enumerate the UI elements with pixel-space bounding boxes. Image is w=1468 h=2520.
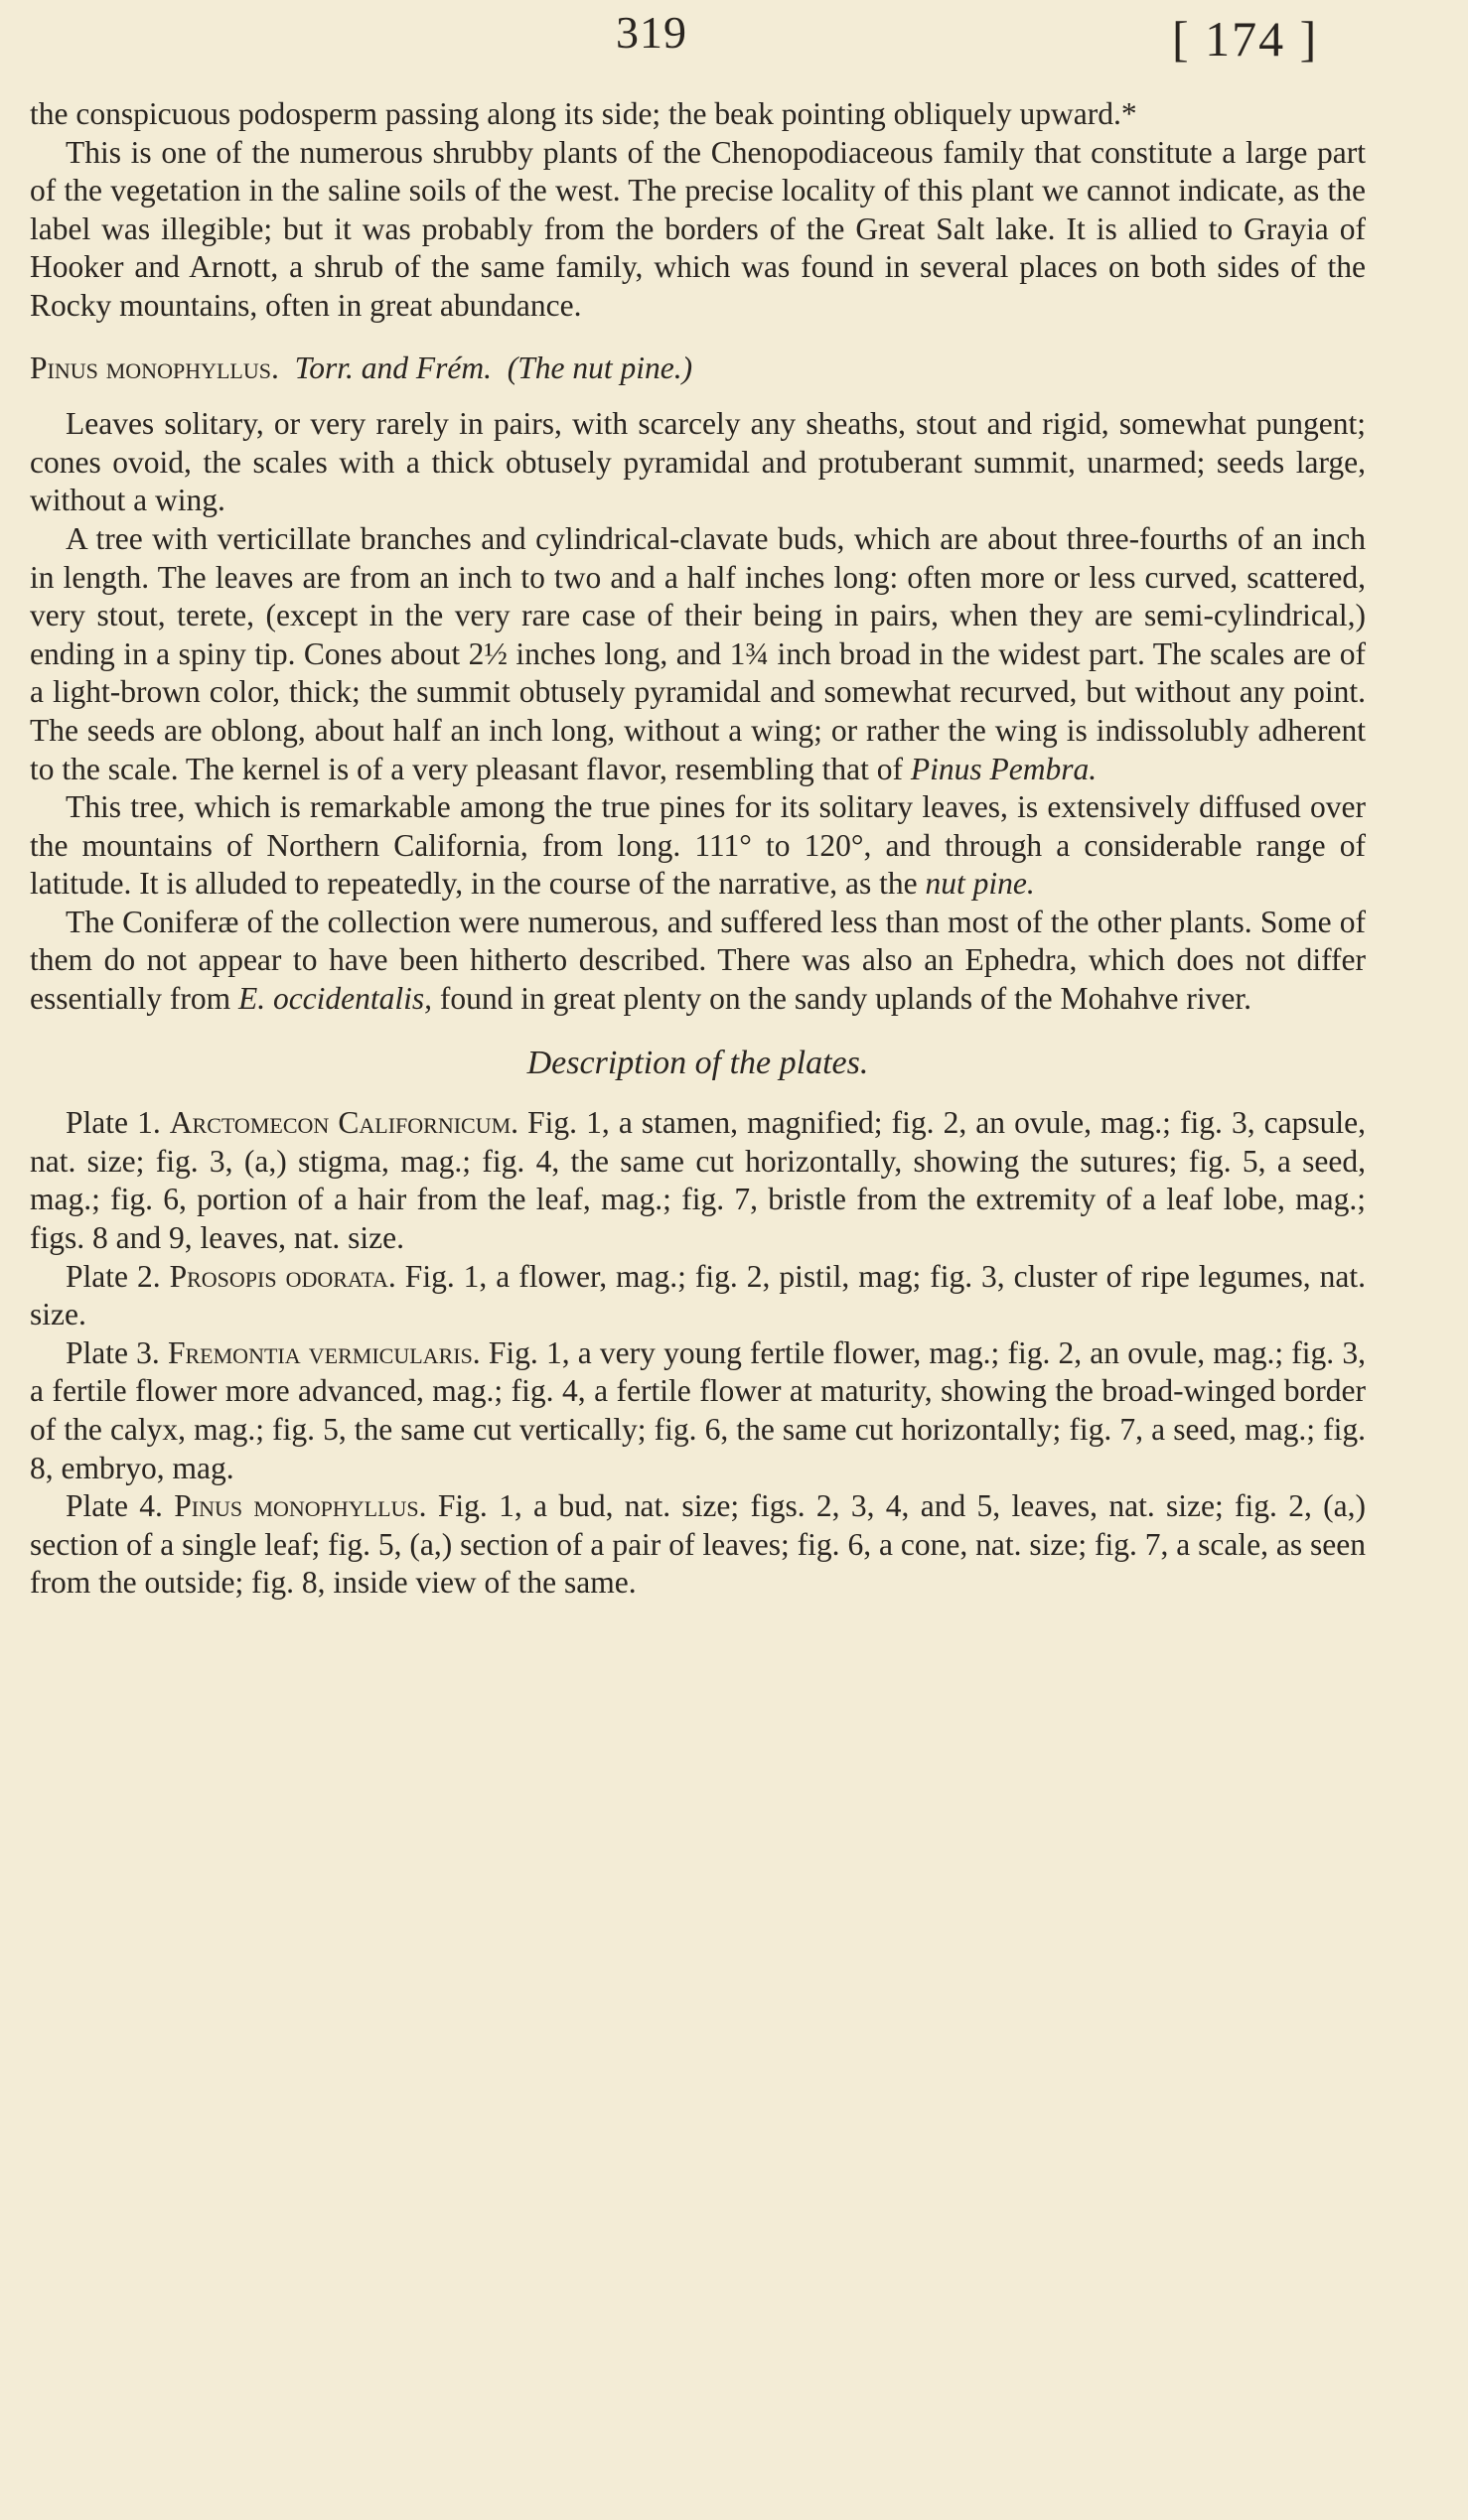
species-name: Pinus monophyllus.: [30, 350, 279, 385]
plate-description: [30, 1487, 1366, 1603]
plate-label: Plate 4.: [66, 1488, 163, 1524]
plates-section-title: Description of the plates.: [526, 1044, 869, 1081]
paragraph: [30, 788, 1366, 904]
bracket-page-number: [ 174 ]: [1172, 11, 1319, 67]
paragraph-text: found in great plenty on the sandy uplands of the Mohahve river.: [439, 981, 1251, 1017]
species-heading: [30, 350, 1366, 388]
page-number: 319: [616, 7, 687, 58]
paragraph: This is one of the numerous shrubby plants of the Chenopodiaceous family that constitute a large part of the vegetation in the saline soils of the west. The precise locality of this plant we cannot indicate, as the label was illegible; but it was probably from the borders of the Great Salt lake. It is allied to Grayia of Hooker and Arnott, a shrub of the same family, which was found in several places on both sides of the Rocky mountains, often in great abundance.: [30, 134, 1366, 323]
plate-label: Plate 1.: [66, 1105, 161, 1141]
species-author: Torr. and Frém.: [294, 350, 492, 385]
plate-species: Arctomecon Californicum.: [169, 1105, 519, 1141]
plate-description: [30, 1104, 1366, 1257]
paragraph-text: This tree, which is remarkable among the true pines for its solitary leaves, is extensively diffused over the mountains of Northern California, from long. 111° to 120°, and through a considerable range of latitude. It is alluded to repeatedly, in the course of the narrative, as the: [30, 789, 1366, 902]
plate-species: Fremontia vermicularis.: [167, 1334, 481, 1370]
paragraph: [30, 520, 1366, 788]
plate-description: [30, 1334, 1366, 1487]
paragraph-text: A tree with verticillate branches and cylindrical-clavate buds, which are about three-fourths of an inch in length. The leaves are from an inch to two and a half inches long: often more or less curved, scattered, very stout, terete, (except in the very rare case of their being in pairs, when they are semi-cylindrical,) ending in a spiny tip. Cones about 2½ inches long, and 1¾ inch broad in the widest part. The scales are of a light-brown color, thick; the summit obtusely pyramidal and somewhat recurved, but without any point. The seeds are oblong, about half an inch long, without a wing; or rather the wing is indissolubly adherent to the scale. The kernel is of a very pleasant flavor, resembling that of: [30, 520, 1366, 786]
plate-label: Plate 2.: [66, 1258, 161, 1294]
page-header: [0, 0, 1468, 89]
paragraph: [30, 904, 1366, 1019]
plate-species: Pinus monophyllus.: [174, 1488, 427, 1524]
plate-body: Fig. 1, a bud, nat. size; figs. 2, 3, 4, and 5, leaves, nat. size; fig. 2, (a,) section of a single leaf; fig. 5, (a,) section of a pair of leaves; fig. 6, a cone, nat. size; fig. 7, a scale, as seen from the outside; fig. 8, inside view of the same.: [30, 1488, 1367, 1601]
plate-description: [30, 1258, 1366, 1334]
plate-body: Fig. 1, a flower, mag.; fig. 2, pistil, mag; fig. 3, cluster of ripe legumes, nat. size.: [30, 1258, 1366, 1332]
italic-species: E. occidentalis,: [237, 981, 433, 1017]
plate-body: Fig. 1, a very young fertile flower, mag.; fig. 2, an ovule, mag.; fig. 3, a fertile flower more advanced, mag.; fig. 4, a fertile flower at maturity, showing the broad-winged border of the calyx, mag.; fig. 5, the same cut vertically; fig. 6, the same cut horizontally; fig. 7, a seed, mag.; fig. 8, embryo, mag.: [30, 1334, 1366, 1485]
body-text: [30, 95, 1366, 1603]
paragraph: the conspicuous podosperm passing along its side; the beak pointing obliquely upward.*: [30, 96, 1137, 131]
plate-label: Plate 3.: [66, 1334, 160, 1370]
paragraph: Leaves solitary, or very rarely in pairs, with scarcely any sheaths, stout and rigid, somewhat pungent; cones ovoid, the scales with a thick obtusely pyramidal and protuberant summit, unarmed; seeds large, without a wing.: [30, 406, 1366, 518]
paragraph-text: The Coniferæ of the collection were numerous, and suffered less than most of the other plants. Some of them do not appear to have been hitherto described. There was also an Ephedra, which does not differ essentially from: [30, 904, 1366, 1017]
italic-term: nut pine.: [925, 866, 1035, 902]
italic-species: Pinus Pembra.: [910, 751, 1098, 786]
species-common-name: (The nut pine.): [507, 350, 693, 385]
plate-body: Fig. 1, a stamen, magnified; fig. 2, an ovule, mag.; fig. 3, capsule, nat. size; fig. 3, (a,) stigma, mag.; fig. 4, the same cut horizontally, showing the sutures; fig. 5, a seed, mag.; fig. 6, portion of a hair from the leaf, mag.; fig. 7, bristle from the extremity of a leaf lobe, mag.; figs. 8 and 9, leaves, nat. size.: [30, 1105, 1366, 1256]
plate-species: Prosopis odorata.: [169, 1258, 396, 1294]
